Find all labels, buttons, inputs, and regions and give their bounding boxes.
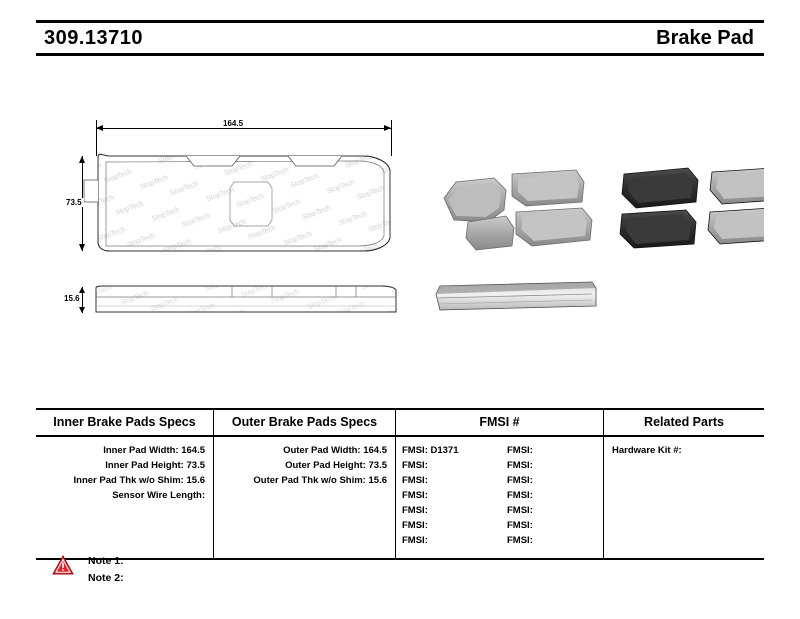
width-dimension-label: 164.5 <box>223 119 244 128</box>
thickness-dimension-line <box>82 287 83 313</box>
spec-label: Inner Pad Height: <box>105 460 184 471</box>
extension-line-right <box>391 120 392 156</box>
fmsi-entry: FMSI: D1371 <box>402 445 459 456</box>
outer-pad-specs-column <box>214 410 396 558</box>
part-number: 309.13710 <box>44 26 144 49</box>
spec-value: 73.5 <box>186 460 205 471</box>
fmsi-entry: FMSI: <box>507 535 533 546</box>
fmsi-entry: FMSI: <box>507 475 533 486</box>
fmsi-entry: FMSI: <box>402 475 428 486</box>
document-header <box>36 20 764 56</box>
fmsi-entry: FMSI: <box>402 505 428 516</box>
page-title: Brake Pad <box>656 26 754 49</box>
fmsi-entry: FMSI: <box>402 535 428 546</box>
fmsi-column <box>396 410 604 558</box>
spec-row <box>214 473 395 488</box>
notes-list <box>88 553 124 587</box>
related-parts-column <box>604 410 764 558</box>
pad-side-view <box>96 286 396 312</box>
spec-row <box>36 488 213 503</box>
pad-photo-group-light <box>444 170 592 250</box>
technical-drawing <box>36 70 764 370</box>
spec-row <box>36 473 213 488</box>
width-dimension-line <box>96 128 391 129</box>
inner-pad-specs-heading: Inner Brake Pads Specs <box>36 410 213 437</box>
outer-pad-specs-body <box>214 437 395 555</box>
spec-label: Outer Pad Thk w/o Shim: <box>253 475 366 486</box>
spec-value: 164.5 <box>363 445 387 456</box>
notes-section <box>52 553 352 587</box>
spec-row <box>36 458 213 473</box>
brake-pad-illustrations <box>36 70 764 370</box>
outer-pad-specs-heading: Outer Brake Pads Specs <box>214 410 395 437</box>
pad-photo-edge-view <box>436 282 596 310</box>
inner-pad-specs-column <box>36 410 214 558</box>
fmsi-entry: FMSI: <box>402 520 428 531</box>
fmsi-entry: FMSI: <box>507 505 533 516</box>
fmsi-heading: FMSI # <box>396 410 603 437</box>
related-parts-heading: Related Parts <box>604 410 764 437</box>
spec-label: Outer Pad Width: <box>283 445 361 456</box>
fmsi-entry: FMSI: <box>507 490 533 501</box>
warning-triangle-icon <box>52 555 74 575</box>
fmsi-entry: FMSI: <box>402 490 428 501</box>
related-parts-body <box>604 437 764 555</box>
spec-value: 73.5 <box>368 460 387 471</box>
specs-table <box>36 408 764 560</box>
spec-value: 164.5 <box>181 445 205 456</box>
related-parts-entry: Hardware Kit #: <box>612 445 682 456</box>
thickness-dimension-label: 15.6 <box>64 294 80 303</box>
fmsi-body <box>396 437 603 558</box>
height-dimension-label: 73.5 <box>66 198 82 207</box>
spec-label: Inner Pad Thk w/o Shim: <box>73 475 184 486</box>
spec-row <box>214 458 395 473</box>
note-item: Note 1: <box>88 555 124 567</box>
spec-label: Outer Pad Height: <box>285 460 366 471</box>
inner-pad-specs-body <box>36 437 213 555</box>
spec-value: 15.6 <box>368 475 387 486</box>
spec-row <box>214 443 395 458</box>
spec-row <box>36 443 213 458</box>
fmsi-entry: FMSI: <box>507 445 533 456</box>
fmsi-entry: FMSI: <box>507 520 533 531</box>
note-item: Note 2: <box>88 572 124 584</box>
spec-label: Inner Pad Width: <box>103 445 179 456</box>
pad-photo-group-dark <box>620 168 764 248</box>
pad-front-view <box>84 154 390 251</box>
spec-label: Sensor Wire Length: <box>112 490 205 501</box>
spec-value: 15.6 <box>186 475 205 486</box>
fmsi-entry: FMSI: <box>402 460 428 471</box>
fmsi-entry: FMSI: <box>507 460 533 471</box>
